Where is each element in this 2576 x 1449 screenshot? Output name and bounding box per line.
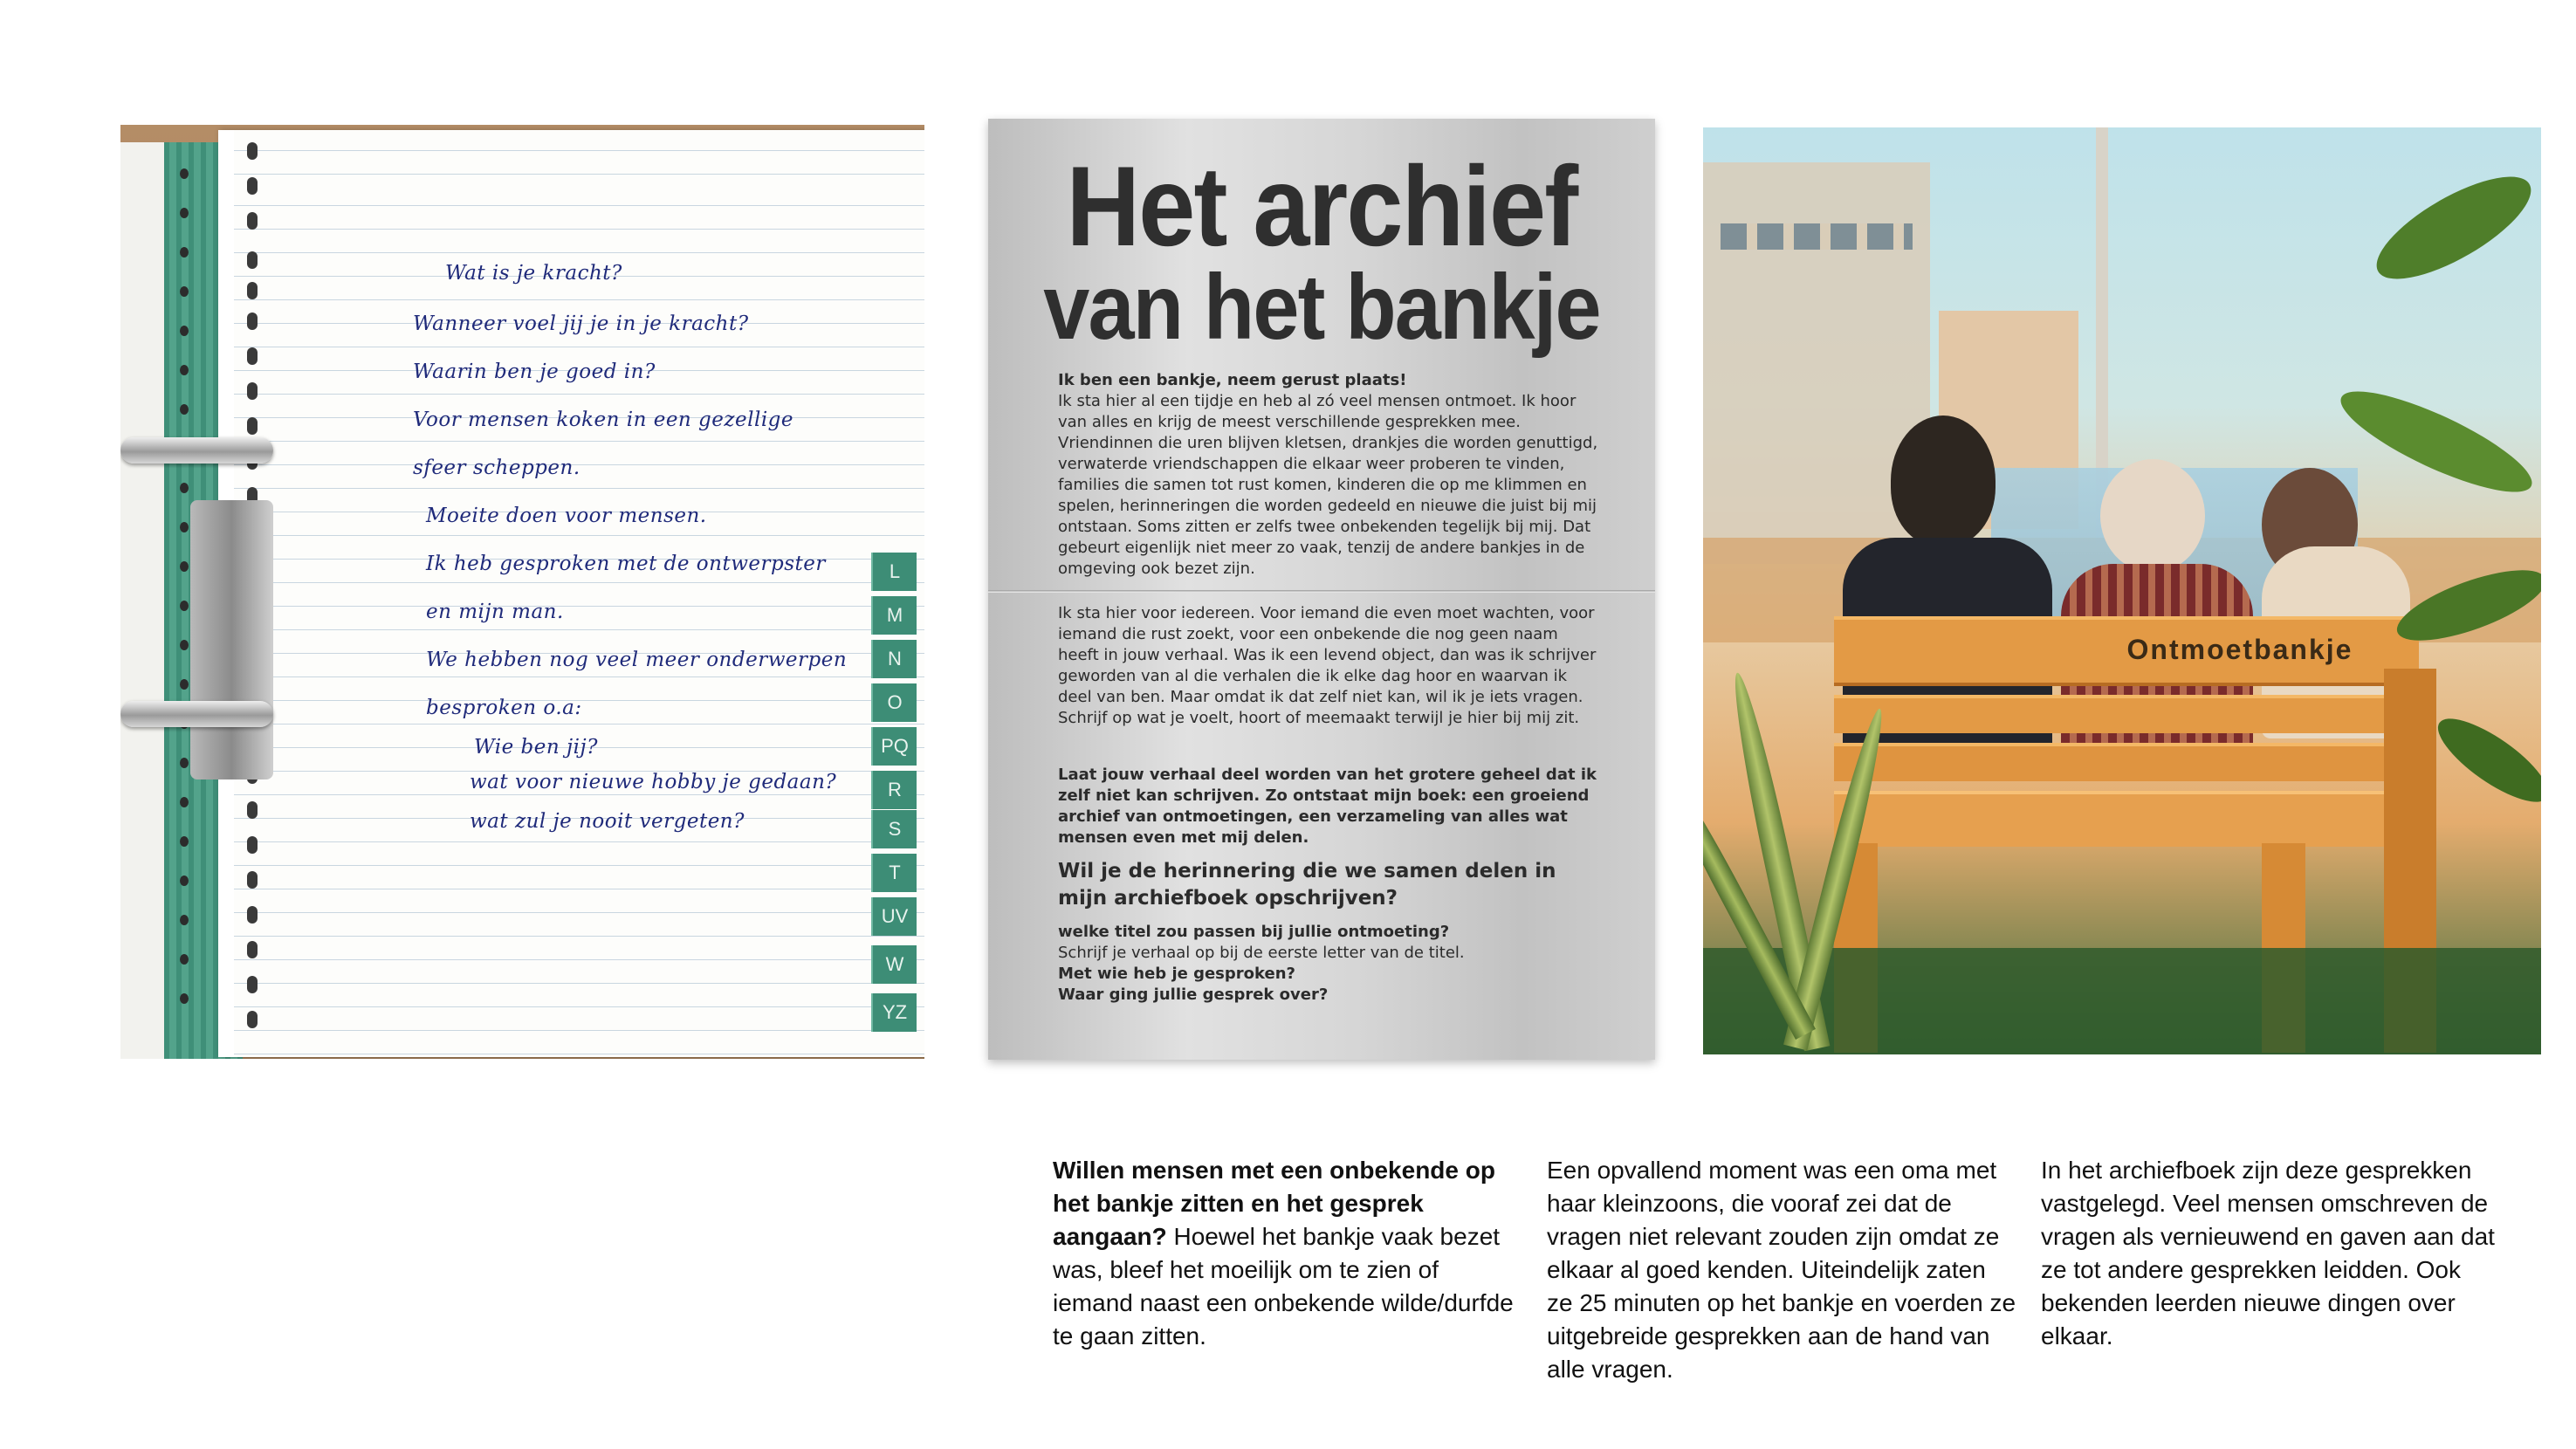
poster-question: Waar ging jullie gesprek over?	[1058, 985, 1329, 1004]
poster-question: welke titel zou passen bij jullie ontmoeting?	[1058, 923, 1450, 941]
caption-text: Hoewel het bankje vaak bezet was, bleef het moeilijk om te zien of iemand naast een onbekende wilde/durfde te gaan zitten.	[1053, 1223, 1514, 1349]
caption-column-2: Een opvallend moment was een oma met haar kleinzoons, die vooraf zei dat de vragen niet relevant zouden zijn omdat ze elkaar al goed kenden. Uiteindelijk zaten ze 25 minuten op het bankje en voerden ze uitgebreide gesprekken aan de hand van alle vragen.	[1547, 1157, 2016, 1383]
handwritten-line: We hebben nog veel meer onderwerpen	[426, 649, 848, 671]
poster-questions	[1058, 922, 1599, 1006]
handwritten-line: Wat is je kracht?	[445, 262, 622, 285]
bench-slat	[1834, 743, 2419, 781]
index-tab: PQ	[871, 727, 917, 766]
backdrop-windows	[1721, 223, 1913, 250]
grass-floor	[1703, 948, 2541, 1054]
poster-paragraph: Ik sta hier voor iedereen. Voor iemand die even moet wachten, voor iemand die rust zoekt, voor een onbekende die nog geen naam heeft in jouw verhaal. Was ik een levend object, dan was ik schrijver geworden van al die verhalen die ik elke dag hoor en waarvan ik deel van ben. Maar omdat ik dat zelf niet kan, wil ik je iets vragen. Schrijf op wat je voelt, hoort of meemaakt terwijl je hier bij mij zit.	[1058, 604, 1597, 727]
handwritten-line: Wanneer voel jij je in je kracht?	[413, 312, 749, 335]
poster	[988, 119, 1655, 1060]
index-tab: M	[871, 596, 917, 635]
handwritten-line: wat zul je nooit vergeten?	[470, 810, 745, 833]
person-head	[2100, 459, 2205, 573]
plant-leaf	[2331, 374, 2541, 510]
index-tab: T	[871, 854, 917, 892]
index-tab: N	[871, 640, 917, 678]
handwritten-line: besproken o.a:	[426, 697, 582, 719]
poster-intro-heading: Ik ben een bankje, neem gerust plaats!	[1058, 371, 1407, 389]
handwritten-line: Waarin ben je goed in?	[413, 361, 656, 383]
caption-question: Willen mensen met een onbekende op het bankje zitten en het gesprek aangaan?	[1053, 1157, 1495, 1250]
binder-ring-top	[120, 437, 273, 464]
index-tab: R	[871, 771, 917, 809]
handwritten-line: Wie ben jij?	[474, 736, 598, 759]
handwritten-line: Voor mensen koken in een gezellige	[413, 409, 794, 431]
poster-question-heading: Wil je de herinnering die we samen delen in mijn archiefboek opschrijven?	[1058, 860, 1556, 910]
handwritten-line: Ik heb gesproken met de ontwerpster	[426, 553, 826, 575]
ring-mechanism	[190, 500, 273, 779]
index-tab: YZ	[871, 993, 917, 1032]
index-tab: S	[871, 810, 917, 848]
handwritten-line: wat voor nieuwe hobby je gedaan?	[470, 771, 837, 793]
poster-question: Met wie heb je gesproken?	[1058, 965, 1295, 983]
poster-subtitle: van het bankje	[1043, 256, 1600, 359]
handwritten-line: sfeer scheppen.	[413, 457, 580, 479]
handwritten-line: Moeite doen voor mensen.	[426, 505, 707, 527]
index-tab: L	[871, 553, 917, 591]
plant-leaf	[2363, 158, 2541, 299]
bench-slat	[1834, 695, 2419, 733]
index-tab: W	[871, 945, 917, 984]
bench-sign: Ontmoetbankje	[2126, 634, 2353, 665]
index-tabs	[871, 553, 924, 1041]
handwritten-line: en mijn man.	[426, 601, 564, 623]
bench-seat	[1834, 791, 2419, 847]
notebook-photo	[120, 125, 924, 1059]
poster-paragraph-bold: Laat jouw verhaal deel worden van het grotere geheel dat ik zelf niet kan schrijven. Zo ontstaat mijn boek: een groeiend archief van ontmoetingen, een verzameling van alles wat mensen even met mij delen.	[1058, 766, 1597, 847]
index-tab: UV	[871, 897, 917, 936]
poster-intro	[1058, 370, 1599, 580]
bench-photo	[1703, 127, 2541, 1054]
binder-ring-bottom	[120, 701, 273, 727]
index-tab: O	[871, 683, 917, 722]
poster-intro-text: Ik sta hier al een tijdje en heb al zó veel mensen ontmoet. Ik hoor van alles en krijg de meest verschillende gesprekken mee. Vriendinnen die uren blijven kletsen, drankjes die worden genuttigd, verwaterde vriendschappen die elkaar weer proberen te vinden, families die samen tot rust komen, kinderen die op me klimmen en spelen, herinneringen die worden gedeeld en nieuwe die juist bij mij ontstaan. Soms zitten er zelfs twee onbekenden tegelijk bij mij. Dat gebeurt eigenlijk niet meer zo vaak, tenzij de andere bankjes in de omgeving ook bezet zijn.	[1058, 392, 1598, 578]
poster-fold	[988, 590, 1655, 593]
caption-column-1	[1053, 1154, 1524, 1353]
plant-leaf	[2427, 705, 2541, 816]
caption-column-3: In het archiefboek zijn deze gesprekken vastgelegd. Veel mensen omschreven de vragen als vernieuwend en gaven aan dat ze tot andere gesprekken leidden. Ook bekenden leerden nieuwe dingen over elkaar.	[2041, 1157, 2495, 1349]
poster-instruction: Schrijf je verhaal op bij de eerste letter van de titel.	[1058, 944, 1465, 962]
person-head	[1891, 415, 1996, 546]
poster-title: Het archief	[1066, 142, 1577, 270]
